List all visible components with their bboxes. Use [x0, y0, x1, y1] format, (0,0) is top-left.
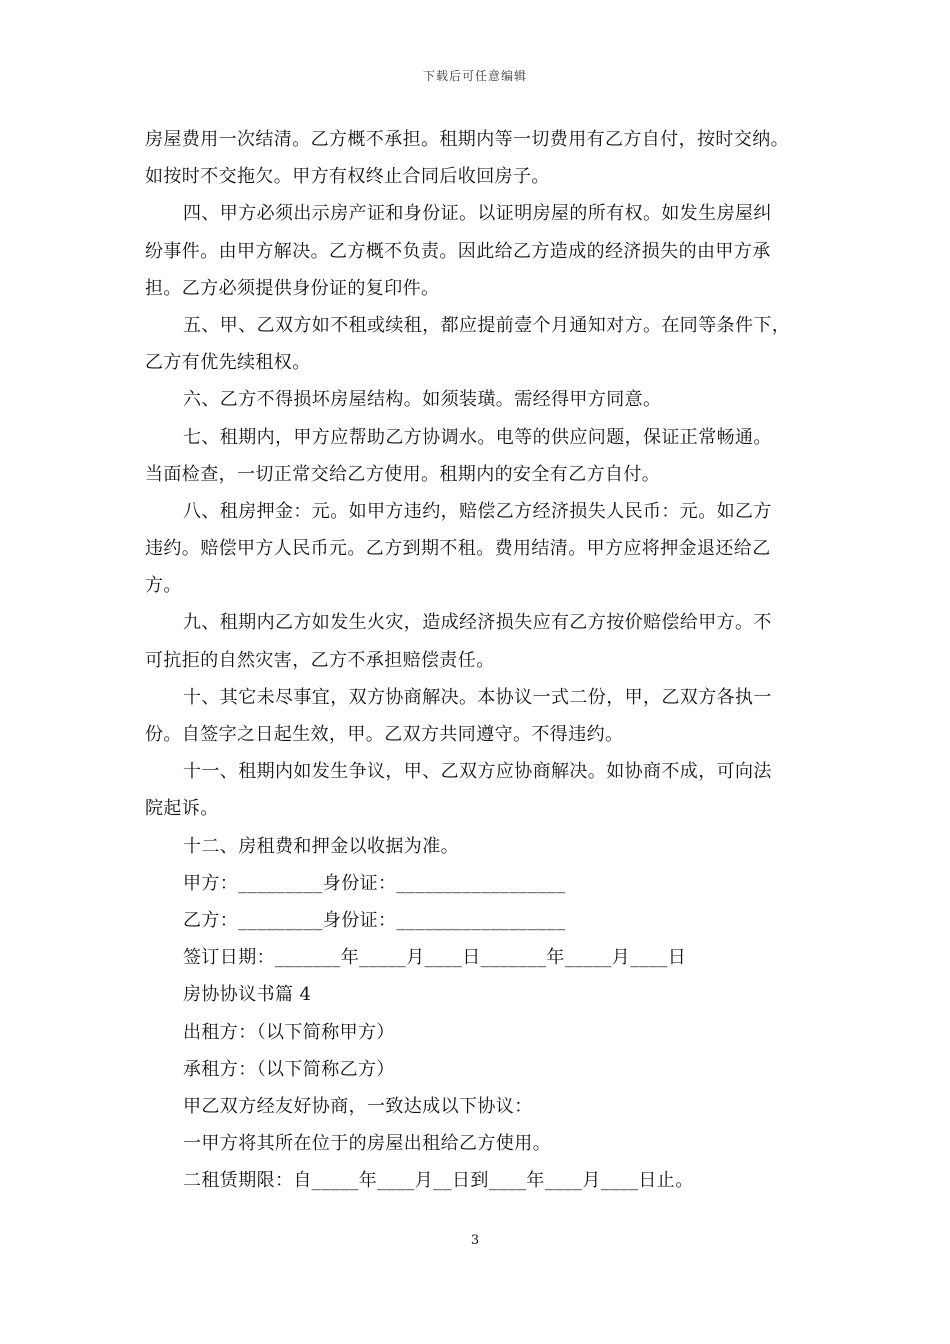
text-line: 方。: [145, 575, 182, 597]
text-line: 十一、租期内如发生争议，甲、乙双方应协商解决。如协商不成，可向法: [183, 761, 772, 783]
text-line: 可抗拒的自然灾害，乙方不承担赔偿责任。: [145, 649, 495, 671]
party-a-signature-line: 甲方：_________身份证：__________________: [183, 872, 566, 894]
text-line: 纷事件。由甲方解决。乙方概不负责。因此给乙方造成的经济损失的由甲方承: [145, 240, 771, 262]
text-line: 甲乙双方经友好协商，一致达成以下协议：: [183, 1095, 533, 1117]
text-line: 如按时不交拖欠。甲方有权终止合同后收回房子。: [145, 166, 550, 188]
text-line: 五、甲、乙双方如不租或续租，都应提前壹个月通知对方。在同等条件下，: [183, 314, 791, 336]
text-line: 一甲方将其所在位于的房屋出租给乙方使用。: [183, 1133, 551, 1155]
text-line: 乙方有优先续租权。: [145, 352, 311, 374]
text-line: 当面检查，一切正常交给乙方使用。租期内的安全有乙方自付。: [145, 463, 661, 485]
party-b-signature-line: 乙方：_________身份证：__________________: [183, 909, 566, 931]
page-header: 下载后可任意编辑: [422, 69, 527, 83]
text-line: 九、租期内乙方如发生火灾，造成经济损失应有乙方按价赔偿给甲方。不: [183, 612, 772, 634]
lease-term-line: 二租赁期限：自_____年____月__日到____年____月____日止。: [183, 1170, 694, 1192]
text-line: 份。自签字之日起生效，甲。乙双方共同遵守。不得违约。: [145, 724, 624, 745]
document-body: [145, 121, 810, 1199]
text-line: 担。乙方必须提供身份证的复印件。: [145, 277, 440, 299]
text-line: 十二、房租费和押金以收据为准。: [183, 835, 459, 857]
text-line: 违约。赔偿甲方人民币元。乙方到期不租。费用结清。甲方应将押金退还给乙: [145, 538, 771, 560]
text-line: 八、租房押金：元。如甲方违约，赔偿乙方经济损失人民币：元。如乙方: [183, 500, 772, 522]
text-line: 四、甲方必须出示房产证和身份证。以证明房屋的所有权。如发生房屋纠: [183, 203, 772, 225]
signing-date-line: 签订日期：_______年_____月____日_______年_____月____日: [183, 947, 687, 969]
section-title: 房协协议书篇 4: [183, 984, 312, 1006]
text-line: 七、租期内，甲方应帮助乙方协调水。电等的供应问题，保证正常畅通。: [183, 426, 772, 448]
lessee-line: 承租方：（以下简称乙方）: [183, 1058, 395, 1080]
text-line: 六、乙方不得损坏房屋结构。如须装璜。需经得甲方同意。: [183, 389, 662, 411]
text-line: 十、其它未尽事宜，双方协商解决。本协议一式二份，甲，乙双方各执一: [183, 686, 772, 708]
text-line: 房屋费用一次结清。乙方概不承担。租期内等一切费用有乙方自付，按时交纳。: [145, 129, 789, 150]
lessor-line: 出租方：（以下简称甲方）: [183, 1021, 395, 1043]
page-number: 3: [470, 1233, 480, 1248]
text-line: 院起诉。: [145, 798, 219, 820]
